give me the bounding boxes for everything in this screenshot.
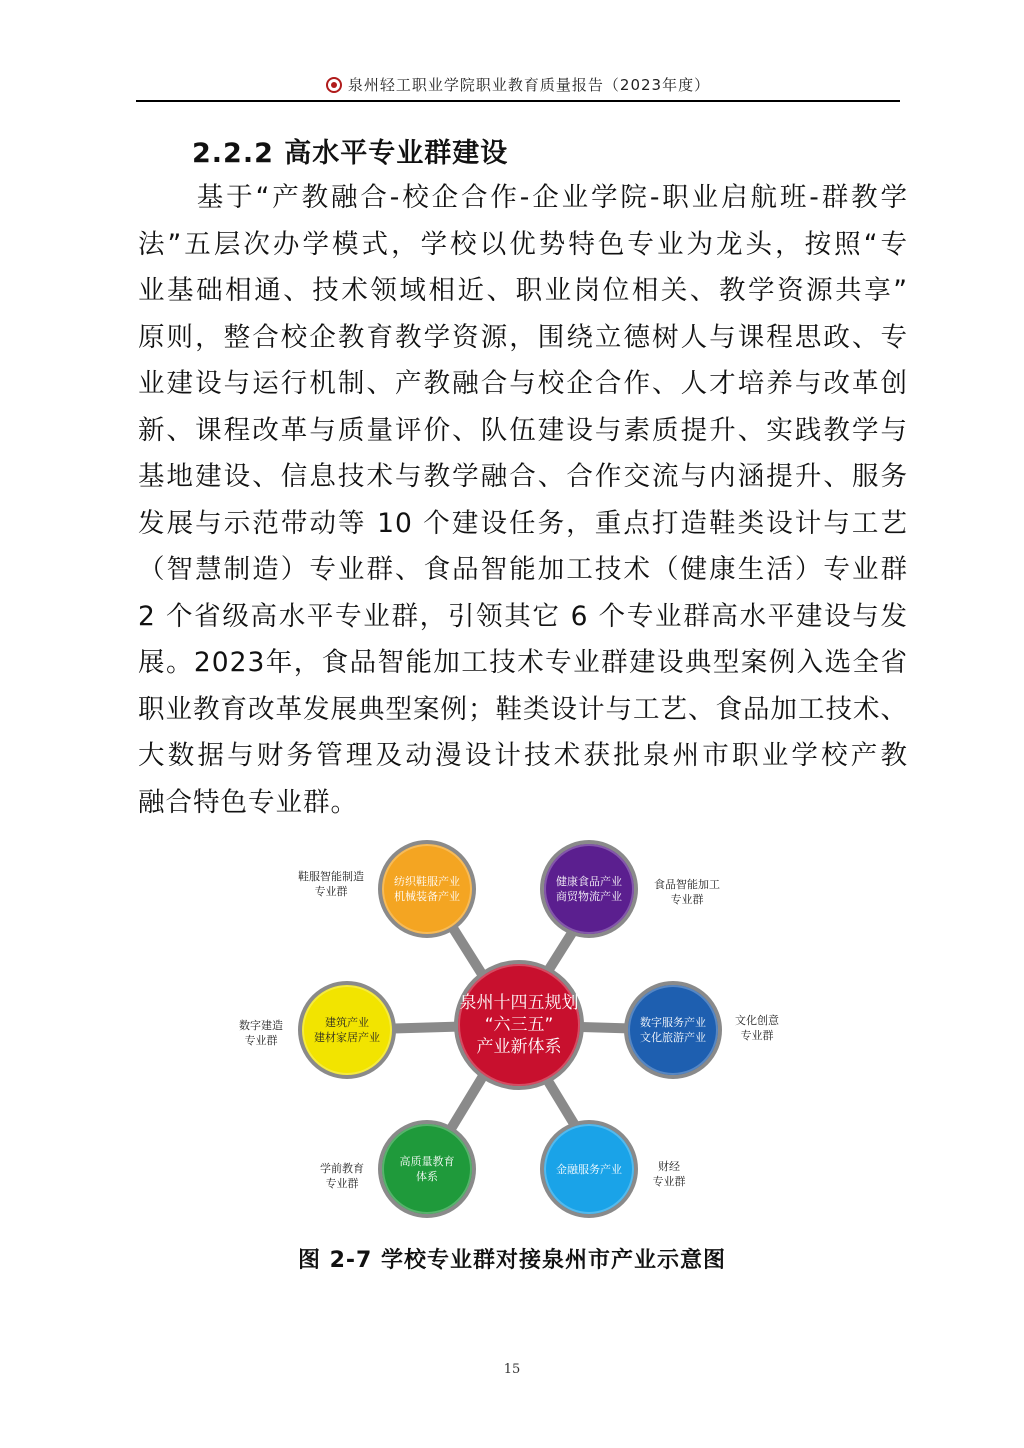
industry-text: 数字服务产业 文化旅游产业 bbox=[640, 1016, 706, 1044]
industry-text: 建筑产业 建材家居产业 bbox=[314, 1016, 380, 1044]
paragraph-line: 发展与示范带动等 10 个建设任务，重点打造鞋类设计与工艺 bbox=[138, 507, 908, 539]
header-title: 泉州轻工职业学院职业教育质量报告（2023年度） bbox=[347, 76, 711, 94]
major-group-label: 文化创意 专业群 bbox=[735, 1014, 779, 1042]
paragraph-line: 法”五层次办学模式，学校以优势特色专业为龙头，按照“专 bbox=[138, 228, 908, 260]
paragraph-line: 原则，整合校企教育教学资源，围绕立德树人与课程思政、专 bbox=[138, 321, 908, 353]
industry-circle bbox=[378, 840, 476, 938]
industry-text: 纺织鞋服产业 机械装备产业 bbox=[394, 875, 460, 903]
paragraph-line: 新、课程改革与质量评价、队伍建设与素质提升、实践教学与 bbox=[138, 414, 908, 446]
center-circle bbox=[454, 960, 584, 1090]
industry-circle bbox=[298, 981, 396, 1079]
major-group-label: 食品智能加工 专业群 bbox=[654, 878, 720, 906]
industry-text: 健康食品产业 商贸物流产业 bbox=[556, 875, 622, 903]
page-number: 15 bbox=[503, 1362, 521, 1377]
industry-text: 高质量教育 体系 bbox=[399, 1155, 455, 1183]
figure-caption: 图 2-7 学校专业群对接泉州市产业示意图 bbox=[297, 1248, 727, 1273]
major-group-label: 数字建造 专业群 bbox=[239, 1019, 283, 1047]
school-logo-icon bbox=[326, 77, 342, 93]
major-group-label: 财经 专业群 bbox=[652, 1160, 686, 1188]
paragraph-line: 职业教育改革发展典型案例；鞋类设计与工艺、食品加工技术、 bbox=[138, 693, 908, 725]
major-group-label: 学前教育 专业群 bbox=[320, 1162, 364, 1190]
paragraph-line: 业建设与运行机制、产教融合与校企合作、人才培养与改革创 bbox=[138, 368, 908, 399]
center-text: 泉州十四五规划 “六三五” 产业新体系 bbox=[459, 993, 579, 1057]
paragraph-line: 大数据与财务管理及动漫设计技术获批泉州市职业学校产教 bbox=[138, 740, 908, 771]
industry-circle bbox=[540, 840, 638, 938]
section-title: 2.2.2 高水平专业群建设 bbox=[192, 138, 509, 169]
paragraph-line: 2 个省级高水平专业群，引领其它 6 个专业群高水平建设与发 bbox=[138, 600, 908, 632]
industry-diagram bbox=[224, 835, 804, 1225]
industry-circle bbox=[624, 981, 722, 1079]
paragraph-line: 展。2023年，食品智能加工技术专业群建设典型案例入选全省 bbox=[138, 647, 908, 678]
industry-circle bbox=[378, 1120, 476, 1218]
page-header bbox=[136, 70, 900, 102]
body-paragraph bbox=[138, 175, 908, 826]
paragraph-line: （智慧制造）专业群、食品智能加工技术（健康生活）专业群 bbox=[138, 554, 908, 585]
paragraph-line: 基地建设、信息技术与教学融合、合作交流与内涵提升、服务 bbox=[138, 461, 908, 492]
major-group-label: 鞋服智能制造 专业群 bbox=[298, 870, 364, 898]
industry-text: 金融服务产业 bbox=[556, 1162, 622, 1176]
paragraph-line: 业基础相通、技术领域相近、职业岗位相关、教学资源共享” bbox=[138, 275, 908, 306]
paragraph-line: 基于“产教融合-校企合作-企业学院-职业启航班-群教学 bbox=[138, 182, 908, 213]
paragraph-line: 融合特色专业群。 bbox=[138, 786, 358, 818]
